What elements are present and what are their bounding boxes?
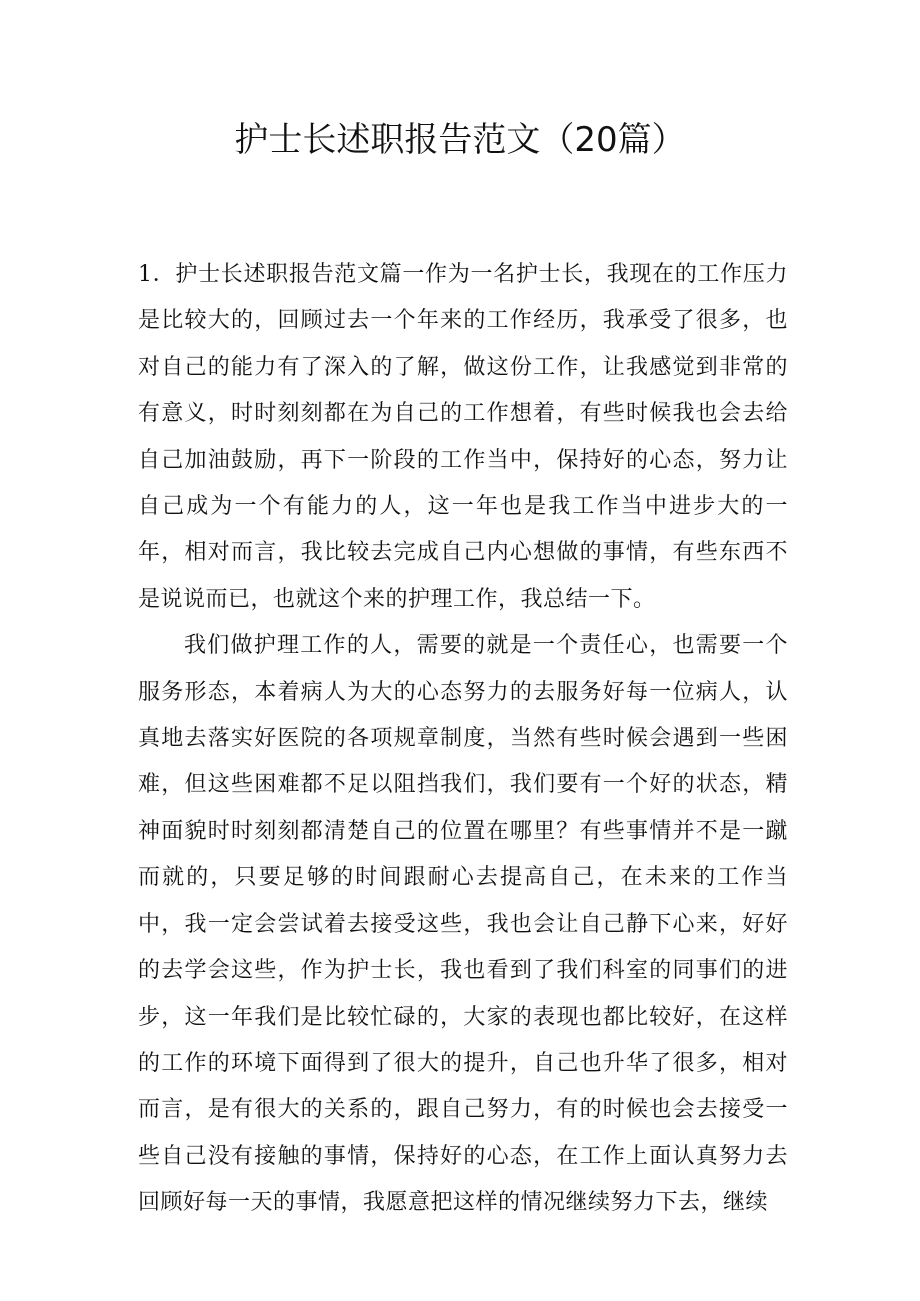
document-title: 护士长述职报告范文（20篇） [234, 120, 686, 160]
document-body [138, 252, 788, 1227]
paragraph-1: 1．护士长述职报告范文篇一作为一名护士长，我现在的工作压力是比较大的，回顾过去一个年来的工作经历，我承受了很多，也对自己的能力有了深入的了解，做这份工作，让我感觉到非常的有意义，时时刻刻都在为自己的工作想着，有些时候我也会去给自己加油鼓励，再下一阶段的工作当中，保持好的心态，努力让自己成为一个有能力的人，这一年也是我工作当中进步大的一年，相对而言，我比较去完成自己内心想做的事情，有些东西不是说说而已，也就这个来的护理工作，我总结一下。 [138, 262, 788, 612]
paragraph-2: 我们做护理工作的人，需要的就是一个责任心，也需要一个服务形态，本着病人为大的心态努力的去服务好每一位病人，认真地去落实好医院的各项规章制度，当然有些时候会遇到一些困难，但这些困难都不足以阻挡我们，我们要有一个好的状态，精神面貌时时刻刻都清楚自己的位置在哪里？有些事情并不是一蹴而就的，只要足够的时间跟耐心去提高自己，在未来的工作当中，我一定会尝试着去接受这些，我也会让自己静下心来，好好的去学会这些，作为护士长，我也看到了我们科室的同事们的进步，这一年我们是比较忙碌的，大家的表现也都比较好，在这样的工作的环境下面得到了很大的提升，自己也升华了很多，相对而言，是有很大的关系的，跟自己努力，有的时候也会去接受一些自己没有接触的事情，保持好的心态，在工作上面认真努力去回顾好每一天的事情，我愿意把这样的情况继续努力下去，继续 [138, 633, 788, 1216]
